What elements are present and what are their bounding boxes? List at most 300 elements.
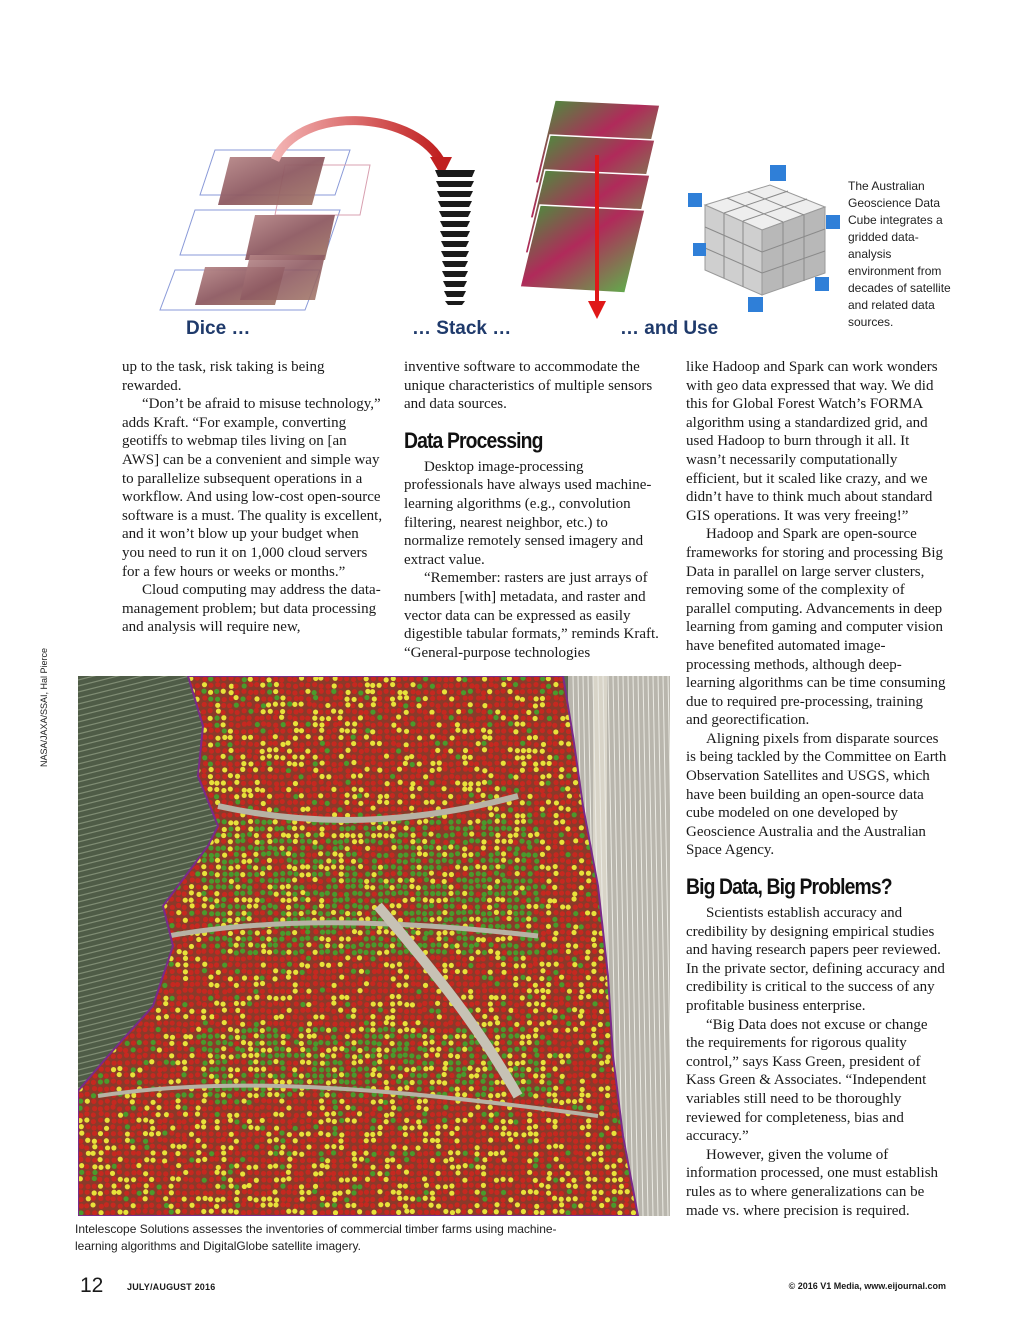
tree-marker	[216, 755, 221, 760]
tree-marker	[260, 788, 265, 793]
tree-marker	[455, 864, 460, 869]
tree-marker	[287, 800, 292, 805]
tree-marker	[468, 716, 473, 721]
tree-marker	[410, 682, 415, 687]
tree-marker	[331, 962, 336, 967]
tree-marker	[501, 885, 506, 890]
tree-marker	[565, 852, 570, 857]
tree-marker	[534, 767, 539, 772]
tree-marker	[279, 793, 284, 798]
tree-marker	[209, 853, 214, 858]
tree-marker	[384, 722, 389, 727]
tree-marker	[287, 846, 292, 851]
tree-marker	[404, 878, 409, 883]
tree-marker	[364, 898, 369, 903]
tree-marker	[422, 943, 427, 948]
tree-marker	[234, 690, 239, 695]
tree-marker	[195, 963, 200, 968]
tree-marker	[560, 716, 565, 721]
tree-marker	[201, 891, 206, 896]
tree-marker	[443, 943, 448, 948]
tree-marker	[202, 871, 207, 876]
tree-marker	[345, 981, 350, 986]
tree-marker	[514, 827, 519, 832]
tree-marker	[475, 917, 480, 922]
tree-marker	[352, 950, 357, 955]
tree-marker	[229, 690, 234, 695]
tree-marker	[183, 969, 188, 974]
tree-marker	[260, 741, 265, 746]
section-heading-data-processing: Data Processing	[404, 427, 543, 453]
tree-marker	[385, 858, 390, 863]
tree-marker	[494, 747, 499, 752]
tree-marker	[487, 735, 492, 740]
tree-marker	[481, 956, 486, 961]
tree-marker	[306, 677, 311, 682]
tree-marker	[293, 787, 298, 792]
tree-marker	[409, 995, 414, 1000]
tree-marker	[404, 844, 409, 849]
tree-marker	[501, 1027, 506, 1032]
tree-marker	[553, 780, 558, 785]
tree-marker	[208, 890, 213, 895]
tree-marker	[482, 1014, 487, 1019]
tree-marker	[260, 677, 265, 682]
tree-marker	[345, 989, 350, 994]
tree-marker	[215, 903, 220, 908]
tree-marker	[585, 910, 590, 915]
tree-marker	[567, 793, 572, 798]
tree-marker	[312, 877, 317, 882]
tree-marker	[456, 949, 461, 954]
tree-marker	[306, 950, 311, 955]
tree-marker	[292, 826, 297, 831]
tree-marker	[468, 742, 473, 747]
tree-marker	[261, 806, 266, 811]
tree-marker	[481, 943, 486, 948]
tree-marker	[286, 989, 291, 994]
tree-marker	[151, 1040, 156, 1045]
tree-marker	[513, 976, 518, 981]
tree-marker	[228, 996, 233, 1001]
tree-marker	[469, 735, 474, 740]
tree-marker	[305, 788, 310, 793]
tree-marker	[494, 1007, 499, 1012]
tree-marker	[227, 918, 232, 923]
tree-marker	[605, 1033, 610, 1038]
tree-marker	[500, 735, 505, 740]
tree-marker	[170, 982, 175, 987]
tree-marker	[293, 742, 298, 747]
tree-marker	[533, 729, 538, 734]
tree-marker	[221, 949, 226, 954]
tree-marker	[436, 820, 441, 825]
tree-marker	[476, 708, 481, 713]
tree-marker	[338, 898, 343, 903]
tree-marker	[363, 825, 368, 830]
tree-marker	[397, 799, 402, 804]
tree-marker	[299, 1015, 304, 1020]
tree-marker	[476, 741, 481, 746]
tree-marker	[559, 963, 564, 968]
tree-marker	[468, 781, 473, 786]
tree-marker	[254, 982, 259, 987]
tree-marker	[190, 1015, 195, 1020]
tree-marker	[227, 910, 232, 915]
tree-marker	[183, 1034, 188, 1039]
tree-marker	[344, 962, 349, 967]
tree-marker	[449, 852, 454, 857]
tree-marker	[410, 820, 415, 825]
tree-marker	[312, 748, 317, 753]
tree-marker	[261, 851, 266, 856]
tree-marker	[351, 716, 356, 721]
tree-marker	[463, 741, 468, 746]
tree-marker	[605, 1022, 610, 1027]
tree-marker	[455, 988, 460, 993]
tree-marker	[417, 709, 422, 714]
tree-marker	[534, 859, 539, 864]
tree-marker	[481, 690, 486, 695]
tree-marker	[202, 903, 207, 908]
tree-marker	[306, 956, 311, 961]
tree-marker	[287, 943, 292, 948]
tree-marker	[579, 1009, 584, 1014]
tree-marker	[247, 898, 252, 903]
tree-marker	[404, 1015, 409, 1020]
tree-marker	[559, 851, 564, 856]
tree-marker	[156, 1040, 161, 1045]
tree-marker	[351, 1021, 356, 1026]
tree-marker	[416, 885, 421, 890]
tree-marker	[274, 892, 279, 897]
tree-marker	[501, 826, 506, 831]
tree-marker	[533, 975, 538, 980]
tree-marker	[456, 904, 461, 909]
tree-marker	[209, 943, 214, 948]
tree-marker	[306, 722, 311, 727]
tree-marker	[332, 1015, 337, 1020]
tree-marker	[481, 755, 486, 760]
tree-marker	[242, 975, 247, 980]
tree-marker	[482, 786, 487, 791]
tree-marker	[540, 728, 545, 733]
tree-marker	[391, 787, 396, 792]
tree-marker	[299, 722, 304, 727]
tree-marker	[560, 858, 565, 863]
tree-marker	[527, 813, 532, 818]
tree-marker	[215, 748, 220, 753]
tree-marker	[534, 722, 539, 727]
tree-marker	[547, 935, 552, 940]
tree-marker	[345, 878, 350, 883]
tree-marker	[241, 911, 246, 916]
tree-marker	[307, 969, 312, 974]
tree-marker	[463, 866, 468, 871]
tree-marker	[144, 1022, 149, 1027]
tree-marker	[390, 690, 395, 695]
tree-marker	[247, 885, 252, 890]
tree-marker	[397, 839, 402, 844]
tree-marker	[273, 949, 278, 954]
tree-marker	[560, 826, 565, 831]
tree-marker	[521, 890, 526, 895]
tree-marker	[422, 1034, 427, 1039]
tree-marker	[261, 866, 266, 871]
tree-marker	[292, 754, 297, 759]
tree-marker	[377, 767, 382, 772]
tree-marker	[403, 806, 408, 811]
tree-marker	[488, 975, 493, 980]
tree-marker	[410, 781, 415, 786]
tree-marker	[260, 749, 265, 754]
tree-marker	[365, 961, 370, 966]
tree-marker	[534, 838, 539, 843]
tree-marker	[507, 969, 512, 974]
tree-marker	[364, 1002, 369, 1007]
tree-marker	[339, 728, 344, 733]
tree-marker	[397, 690, 402, 695]
tree-marker	[357, 793, 362, 798]
tree-marker	[280, 996, 285, 1001]
tree-marker	[553, 877, 558, 882]
tree-marker	[430, 994, 435, 999]
tree-marker	[592, 988, 597, 993]
tree-marker	[599, 949, 604, 954]
tree-marker	[417, 845, 422, 850]
tree-marker	[519, 910, 524, 915]
tree-marker	[383, 982, 388, 987]
tree-marker	[390, 897, 395, 902]
tree-marker	[475, 1007, 480, 1012]
tree-marker	[286, 851, 291, 856]
tree-marker	[222, 774, 227, 779]
tree-marker	[325, 801, 330, 806]
tree-marker	[307, 709, 312, 714]
tree-marker	[307, 701, 312, 706]
tree-marker	[293, 781, 298, 786]
tree-marker	[436, 852, 441, 857]
tree-marker	[521, 761, 526, 766]
tree-marker	[534, 832, 539, 837]
tree-marker	[378, 1034, 383, 1039]
tree-marker	[306, 989, 311, 994]
tree-marker	[592, 982, 597, 987]
tree-marker	[332, 1022, 337, 1027]
tree-marker	[404, 974, 409, 979]
tree-marker	[293, 709, 298, 714]
tree-marker	[586, 897, 591, 902]
tree-marker	[559, 767, 564, 772]
tree-marker	[417, 716, 422, 721]
tree-marker	[267, 872, 272, 877]
tree-marker	[592, 943, 597, 948]
tree-marker	[506, 716, 511, 721]
tree-marker	[468, 989, 473, 994]
tree-marker	[552, 1020, 557, 1025]
tree-marker	[164, 1014, 169, 1019]
tree-marker	[267, 963, 272, 968]
tree-marker	[195, 683, 200, 688]
tree-marker	[170, 1027, 175, 1032]
tree-marker	[424, 1014, 429, 1019]
tree-marker	[508, 833, 513, 838]
tree-marker	[481, 715, 486, 720]
tree-marker	[228, 820, 233, 825]
tree-marker	[514, 721, 519, 726]
tree-marker	[508, 702, 513, 707]
tree-marker	[533, 1033, 538, 1038]
tree-marker	[280, 702, 285, 707]
tree-marker	[352, 807, 357, 812]
tree-marker	[286, 793, 291, 798]
tree-marker	[345, 833, 350, 838]
tree-marker	[514, 768, 519, 773]
tree-marker	[443, 702, 448, 707]
tree-marker	[521, 716, 526, 721]
tree-marker	[560, 969, 565, 974]
tree-marker	[299, 728, 304, 733]
tree-marker	[195, 956, 200, 961]
tree-marker	[403, 832, 408, 837]
tree-marker	[494, 988, 499, 993]
tree-marker	[176, 957, 181, 962]
tree-marker	[364, 767, 369, 772]
tree-marker	[553, 891, 558, 896]
tree-marker	[345, 1034, 350, 1039]
tree-marker	[404, 1009, 409, 1014]
tree-marker	[325, 786, 330, 791]
tree-marker	[553, 1008, 558, 1013]
tree-marker	[534, 794, 539, 799]
tree-marker	[280, 931, 285, 936]
tree-marker	[441, 695, 446, 700]
tree-marker	[578, 845, 583, 850]
tree-marker	[267, 1021, 272, 1026]
tree-marker	[540, 1015, 545, 1020]
tree-marker	[429, 981, 434, 986]
tree-marker	[507, 1015, 512, 1020]
tree-marker	[209, 911, 214, 916]
tree-marker	[528, 761, 533, 766]
tree-marker	[292, 1033, 297, 1038]
tree-marker	[261, 859, 266, 864]
tree-marker	[260, 755, 265, 760]
tree-marker	[371, 774, 376, 779]
tree-marker	[287, 781, 292, 786]
tree-marker	[293, 767, 298, 772]
tree-marker	[476, 787, 481, 792]
tree-marker	[547, 755, 552, 760]
tree-marker	[383, 749, 388, 754]
tree-marker	[255, 898, 260, 903]
tree-marker	[573, 780, 578, 785]
tree-marker	[527, 728, 532, 733]
tree-marker	[208, 676, 213, 681]
tree-marker	[221, 710, 226, 715]
tree-marker	[487, 729, 492, 734]
tree-marker	[513, 851, 518, 856]
tree-marker	[463, 840, 468, 845]
tree-marker	[351, 944, 356, 949]
tree-marker	[554, 962, 559, 967]
tree-marker	[300, 839, 305, 844]
tree-marker	[571, 930, 576, 935]
tree-marker	[332, 943, 337, 948]
tree-marker	[215, 872, 220, 877]
tree-marker	[430, 748, 435, 753]
tree-marker	[378, 865, 383, 870]
tree-marker	[508, 988, 513, 993]
tree-marker	[228, 976, 233, 981]
tree-marker	[515, 885, 520, 890]
tree-marker	[377, 721, 382, 726]
tree-marker	[482, 950, 487, 955]
tree-marker	[559, 1034, 564, 1039]
tree-marker	[423, 865, 428, 870]
tree-marker	[292, 866, 297, 871]
tree-marker	[169, 1001, 174, 1006]
tree-marker	[500, 982, 505, 987]
tree-marker	[358, 891, 363, 896]
tree-marker	[404, 721, 409, 726]
tree-marker	[183, 918, 188, 923]
tree-marker	[540, 898, 545, 903]
tree-marker	[404, 962, 409, 967]
tree-marker	[540, 936, 545, 941]
tree-marker	[370, 729, 375, 734]
tree-marker	[591, 962, 596, 967]
tree-marker	[293, 950, 298, 955]
tree-marker	[183, 1014, 188, 1019]
tree-marker	[396, 742, 401, 747]
tree-marker	[207, 989, 212, 994]
tree-marker	[417, 748, 422, 753]
tree-marker	[254, 696, 259, 701]
tree-marker	[189, 976, 194, 981]
tree-marker	[331, 1000, 336, 1005]
tree-marker	[312, 728, 317, 733]
tree-marker	[268, 787, 273, 792]
tree-marker	[364, 715, 369, 720]
tree-marker	[384, 703, 389, 708]
tree-marker	[437, 695, 442, 700]
tree-marker	[599, 1009, 604, 1014]
tree-marker	[273, 1009, 278, 1014]
tree-marker	[293, 716, 298, 721]
tree-marker	[520, 787, 525, 792]
tree-marker	[449, 715, 454, 720]
tree-marker	[442, 1008, 447, 1013]
tree-marker	[286, 970, 291, 975]
tree-marker	[527, 767, 532, 772]
tree-marker	[299, 690, 304, 695]
tree-marker	[320, 969, 325, 974]
tree-marker	[352, 871, 357, 876]
tree-marker	[351, 866, 356, 871]
tree-marker	[515, 858, 520, 863]
tree-marker	[390, 696, 395, 701]
tree-marker	[195, 917, 200, 922]
tree-marker	[364, 1033, 369, 1038]
tree-marker	[274, 695, 279, 700]
tree-marker	[227, 812, 232, 817]
tree-marker	[389, 853, 394, 858]
tree-marker	[539, 715, 544, 720]
tree-marker	[240, 715, 245, 720]
tree-marker	[273, 741, 278, 746]
tree-marker	[345, 806, 350, 811]
